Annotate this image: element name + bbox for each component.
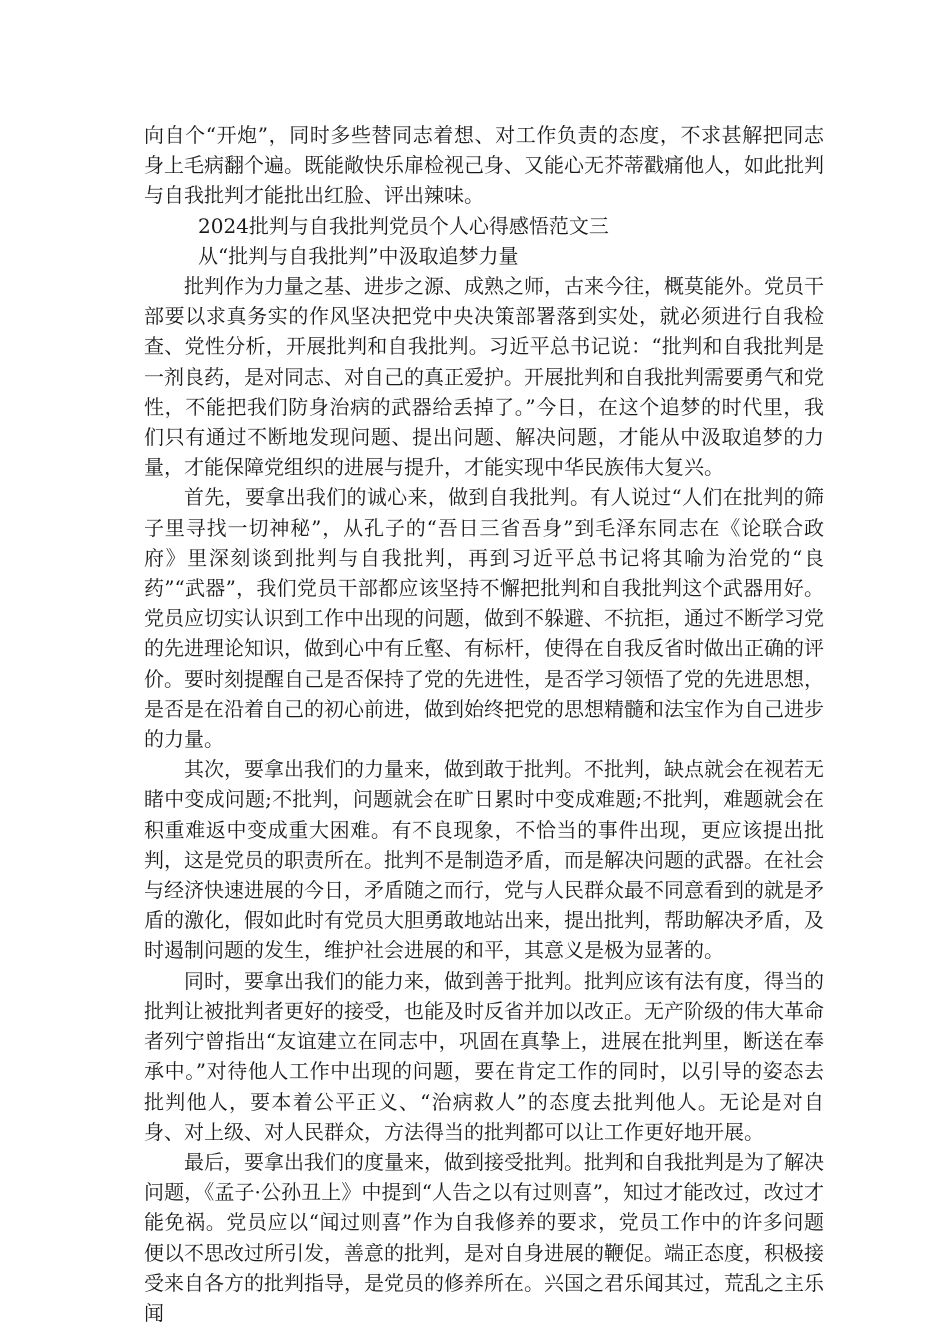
body-paragraph: 其次，要拿出我们的力量来，做到敢于批判。不批判，缺点就会在视若无睹中变成问题;不批判，问题就会在旷日累时中变成难题;不批判，难题就会在积重难返中变成重大困难。有不良现象，不恰当的事件出现，更应该提出批判，这是党员的职责所在。批判不是制造矛盾，而是解决问题的武器。在社会与经济快速进展的今日，矛盾随之而行，党与人民群众最不同意看到的就是矛盾的激化，假如此时有党员大胆勇敢地站出来，提出批判，帮助解决矛盾，及时遏制问题的发生，维护社会进展的和平，其意义是极为显著的。	[144, 757, 824, 963]
body-paragraph: 最后，要拿出我们的度量来，做到接受批判。批判和自我批判是为了解决问题，《孟子·公孙丑上》中提到“人告之以有过则喜”，知过才能改过，改过才能免祸。党员应以“闻过则喜”作为自我修养的要求，党员工作中的许多问题便以不思改过所引发，善意的批判，是对自身进展的鞭促。端正态度，积极接受来自各方的批判指导，是党员的修养所在。兴国之君乐闻其过，荒乱之主乐闻	[144, 1149, 824, 1325]
body-paragraph: 批判作为力量之基、进步之源、成熟之师，古来今往，概莫能外。党员干部要以求真务实的作风坚决把党中央决策部署落到实处，就必须进行自我检查、党性分析，开展批判和自我批判。习近平总书记说：“批判和自我批判是一剂良药，是对同志、对自己的真正爱护。开展批判和自我批判需要勇气和党性，不能把我们防身治病的武器给丢掉了。”今日，在这个追梦的时代里，我们只有通过不断地发现问题、提出问题、解决问题，才能从中汲取追梦的力量，才能保障党组织的进展与提升，才能实现中华民族伟大复兴。	[144, 274, 824, 480]
continuation-paragraph: 向自个“开炮”，同时多些替同志着想、对工作负责的态度，不求甚解把同志身上毛病翻个遍。既能敞快乐扉检视己身、又能心无芥蒂戳痛他人，如此批判与自我批判才能批出红脸、评出辣味。	[144, 123, 824, 208]
section-title: 2024批判与自我批判党员个人心得感悟范文三	[198, 213, 609, 238]
body-paragraph: 首先，要拿出我们的诚心来，做到自我批判。有人说过“人们在批判的筛子里寻找一切神秘”，从孔子的“吾日三省吾身”到毛泽东同志在《论联合政府》里深刻谈到批判与自我批判，再到习近平总书记将其喻为治党的“良药”“武器”，我们党员干部都应该坚持不懈把批判和自我批判这个武器用好。党员应切实认识到工作中出现的问题，做到不躲避、不抗拒，通过不断学习党的先进理论知识，做到心中有丘壑、有标杆，使得在自我反省时做出正确的评价。要时刻提醒自己是否保持了党的先进性，是否学习领悟了党的先进思想，是否是在沿着自己的初心前进，做到始终把党的思想精髓和法宝作为自己进步的力量。	[144, 485, 824, 752]
body-paragraph: 同时，要拿出我们的能力来，做到善于批判。批判应该有法有度，得当的批判让被批判者更好的接受，也能及时反省并加以改正。无产阶级的伟大革命者列宁曾指出“友谊建立在同志中，巩固在真挚上，进展在批判里，断送在奉承中。”对待他人工作中出现的问题，要在肯定工作的同时，以引导的姿态去批判他人，要本着公平正义、“治病救人”的态度去批判他人。无论是对自身、对上级、对人民群众，方法得当的批判都可以让工作更好地开展。	[144, 968, 824, 1144]
document-page	[144, 120, 824, 1328]
article-title: 从“批判与自我批判”中汲取追梦力量	[198, 243, 519, 268]
